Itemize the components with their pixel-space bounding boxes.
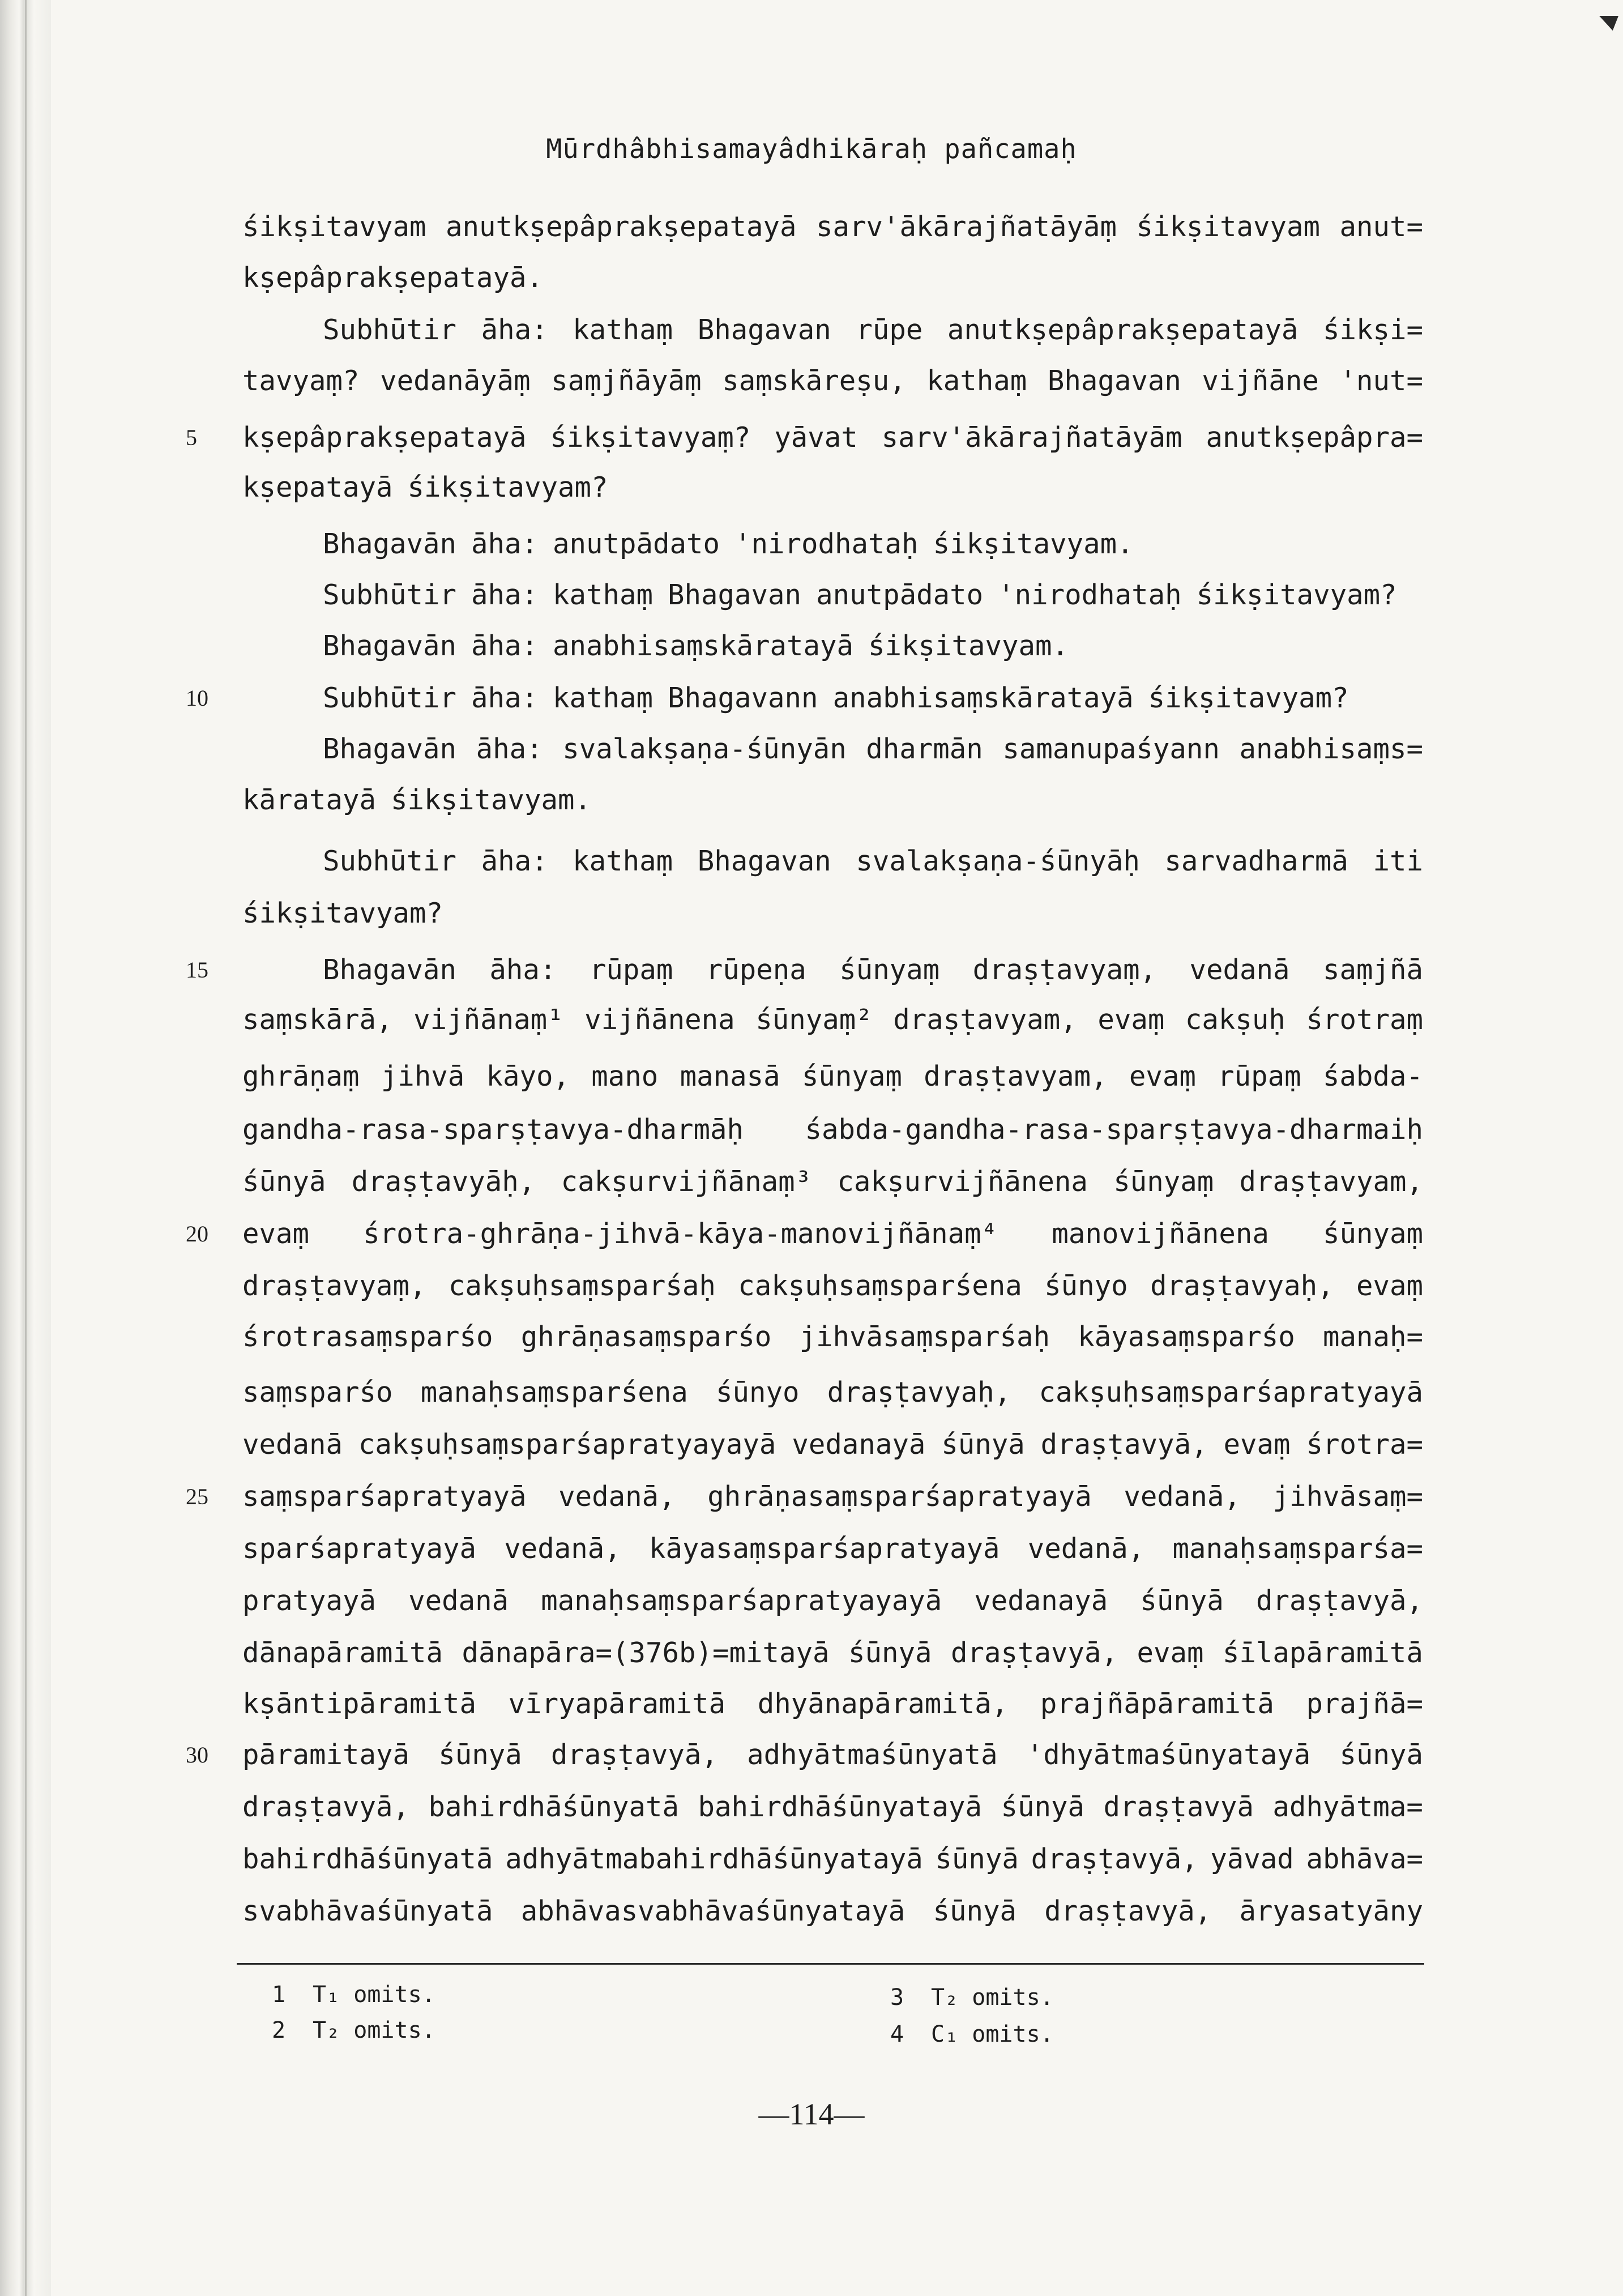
word: āha: <box>471 682 539 714</box>
word: abhāva= <box>1306 1843 1423 1875</box>
text-line <box>242 1156 1423 1208</box>
word: rūpeṇa <box>706 954 806 986</box>
word: sarvadharmā <box>1164 845 1348 877</box>
word: abhāvasvabhāvaśūnyatayā <box>520 1895 906 1927</box>
line-number: 10 <box>186 685 208 711</box>
word: kathaṃ <box>553 682 654 714</box>
word: śūnyā <box>438 1739 522 1771</box>
word: manasā <box>680 1060 780 1092</box>
text-line <box>242 462 1423 514</box>
text-line <box>242 252 1423 304</box>
word: draṣṭavyāḥ, <box>351 1166 536 1198</box>
scan-corner-mark <box>1599 16 1618 31</box>
word: draṣṭavyam, <box>893 1004 1077 1036</box>
word: āha: <box>489 954 557 986</box>
word: adhyātma= <box>1272 1791 1423 1823</box>
word: vedanayā <box>974 1585 1108 1617</box>
word: prajñāpāramitā <box>1040 1688 1274 1720</box>
word: śikṣitavyam. <box>391 784 592 816</box>
word: śabda-gandha-rasa-sparṣṭavya-dharmaiḥ <box>805 1113 1423 1146</box>
footnote-text: T₂ omits. <box>931 1985 1054 2011</box>
word: śūnyā <box>1001 1791 1084 1823</box>
word: saṃjñā <box>1322 954 1423 986</box>
word: vijñāne <box>1202 365 1319 397</box>
word: rūpe <box>856 314 923 346</box>
word: kāyasaṃsparśo <box>1078 1321 1295 1353</box>
word: adhyātmaśūnyatā <box>747 1739 998 1771</box>
word: evaṃ <box>1223 1428 1291 1461</box>
text-line <box>323 723 1423 775</box>
word: draṣṭavyaṃ, <box>242 1270 426 1302</box>
word: draṣṭavyaḥ, <box>827 1376 1011 1409</box>
word: draṣṭavyaḥ, <box>1150 1270 1334 1302</box>
word: draṣṭavyā <box>1103 1791 1254 1823</box>
footnote-text: C₁ omits. <box>931 2021 1054 2047</box>
word: sarv'ākārajñatāyām <box>881 421 1182 454</box>
footnote-number: 1 <box>272 1982 286 2008</box>
word: anut= <box>1339 211 1423 243</box>
word: vedanā <box>242 1428 343 1461</box>
text-line <box>242 1104 1423 1156</box>
word: svalakṣaṇa-śūnyān <box>562 733 847 765</box>
word: śūnyā <box>941 1428 1025 1461</box>
word: yāvat <box>774 421 858 454</box>
word: Subhūtir <box>323 682 457 714</box>
word: manovijñānena <box>1052 1218 1269 1250</box>
word: kāyasaṃsparśapratyayā <box>648 1533 1000 1565</box>
word: manaḥsaṃsparśa= <box>1172 1533 1423 1565</box>
line-number: 15 <box>186 957 208 983</box>
footnote-rule <box>237 1963 1424 1965</box>
word: cakṣurvijñānena <box>837 1166 1088 1198</box>
word: manaḥsaṃsparśena <box>420 1376 688 1409</box>
line-number: 30 <box>186 1742 208 1768</box>
word: dānapāra=(376b)=mitayā <box>462 1637 830 1669</box>
word: vedanā <box>1189 954 1290 986</box>
word: sarv'ākārajñatāyāṃ <box>815 211 1117 243</box>
word: śikṣitavyam? <box>242 897 443 929</box>
word: sparśapratyayā <box>242 1533 477 1565</box>
word: draṣṭavyā, <box>1031 1843 1198 1875</box>
word: kathaṃ <box>553 579 654 611</box>
word: kāratayā <box>242 784 377 816</box>
word: śūnyā <box>242 1166 326 1198</box>
word: Bhagavan <box>1047 365 1181 397</box>
word: āha: <box>471 579 539 611</box>
word: Bhagavān <box>323 733 457 765</box>
word: kṣepatayā <box>242 471 393 503</box>
word: saṃsparśapratyayā <box>242 1480 527 1513</box>
text-line <box>242 1678 1423 1730</box>
word: śrotrasaṃsparśo <box>242 1321 493 1353</box>
word: anutpādato <box>553 528 720 560</box>
word: jihvā <box>381 1060 465 1092</box>
footnote-text: T₁ omits. <box>313 1982 435 2008</box>
word: jihvāsaṃ= <box>1272 1480 1423 1513</box>
word: dharmān <box>866 733 983 765</box>
word: draṣṭavyā, <box>1040 1428 1208 1461</box>
word: bahirdhāśūnyatā <box>242 1843 493 1875</box>
word: rūpaṃ <box>1218 1060 1301 1092</box>
word: śīlapāramitā <box>1222 1637 1423 1669</box>
word: śikṣitavyam <box>1136 211 1320 243</box>
word: cakṣuḥsaṃsparśapratyayayā <box>358 1428 776 1461</box>
word: śūnyaṃ² <box>755 1004 873 1036</box>
word: vedanayā <box>792 1428 926 1461</box>
text-line <box>323 569 1423 621</box>
word: vedanā <box>408 1585 509 1617</box>
word: kāyo, <box>486 1060 570 1092</box>
word: tavyaṃ? <box>242 365 360 397</box>
text-line <box>323 672 1423 724</box>
line-number: 5 <box>186 425 197 450</box>
word: āryasatyāny <box>1239 1895 1423 1927</box>
word: kathaṃ <box>573 845 673 877</box>
word: anutpādato <box>816 579 984 611</box>
footnote-1 <box>272 1978 435 2012</box>
word: 'nut= <box>1339 365 1423 397</box>
word: vedanā, <box>1124 1480 1241 1513</box>
word: evaṃ <box>1356 1270 1423 1302</box>
word: saṃjñāyāṃ <box>551 365 702 397</box>
word: draṣṭavyā, <box>1044 1895 1212 1927</box>
word: śūnyaṃ <box>1113 1166 1214 1198</box>
word: śikṣitavyam <box>242 211 426 243</box>
word: śūnyā <box>935 1843 1019 1875</box>
word: Bhagavan <box>697 314 831 346</box>
word: evaṃ <box>1137 1637 1204 1669</box>
text-line <box>242 201 1423 253</box>
word: cakṣuḥ <box>1185 1004 1285 1036</box>
word: cakṣuḥsaṃsparśapratyayā <box>1039 1376 1423 1409</box>
word: dānapāramitā <box>242 1637 443 1669</box>
word: svabhāvaśūnyatā <box>242 1895 493 1927</box>
text-line <box>242 887 1423 940</box>
word: iti <box>1373 845 1423 877</box>
word: evaṃ <box>1097 1004 1165 1036</box>
word: vijñānaṃ¹ <box>413 1004 564 1036</box>
text-line <box>242 1260 1423 1312</box>
word: manaḥsaṃsparśapratyayayā <box>541 1585 942 1617</box>
word: anutkṣepâpra= <box>1206 421 1423 454</box>
word: bahirdhāśūnyatayā <box>698 1791 982 1823</box>
word: āha: <box>471 630 539 662</box>
text-line <box>242 1523 1423 1575</box>
line-number: 20 <box>186 1221 208 1247</box>
word: āha: <box>481 314 548 346</box>
word: saṃskāreṣu, <box>722 365 906 397</box>
word: śūnyā <box>1339 1739 1423 1771</box>
word: anutkṣepâprakṣepatayā <box>445 211 797 243</box>
binding-gutter <box>0 0 51 2296</box>
word: adhyātmabahirdhāśūnyatayā <box>505 1843 923 1875</box>
word: Bhagavan <box>697 845 831 877</box>
text-line <box>242 1575 1423 1627</box>
word: Bhagavān <box>323 528 457 560</box>
text-line <box>242 412 1423 464</box>
word: Subhūtir <box>323 579 457 611</box>
footnote-number: 4 <box>890 2021 904 2047</box>
footnote-3 <box>890 1981 1054 2015</box>
word: Subhūtir <box>323 314 457 346</box>
word: kathaṃ <box>926 365 1027 397</box>
word: draṣṭavyā, <box>950 1637 1118 1669</box>
word: śikṣitavyam. <box>933 528 1134 560</box>
word: ghrāṇasaṃsparśapratyayā <box>707 1480 1092 1513</box>
text-line <box>242 1729 1423 1781</box>
word: vedanā, <box>1027 1533 1145 1565</box>
word: kathaṃ <box>573 314 673 346</box>
word: cakṣuḥsaṃsparśaḥ <box>448 1270 716 1302</box>
word: pratyayā <box>242 1585 377 1617</box>
footnote-4 <box>890 2017 1054 2051</box>
text-line <box>242 774 1423 826</box>
word: 'dhyātmaśūnyatayā <box>1026 1739 1311 1771</box>
word: Bhagavān <box>323 954 457 986</box>
word: anabhisaṃs= <box>1239 733 1423 765</box>
word: evaṃ <box>242 1218 310 1250</box>
word: yāvad <box>1210 1843 1294 1875</box>
text-line <box>323 620 1423 672</box>
word: vijñānena <box>584 1004 735 1036</box>
text-line <box>242 994 1423 1046</box>
text-line <box>242 1051 1423 1103</box>
word: anabhisaṃskāratayā <box>553 630 854 662</box>
word: anabhisaṃskāratayā <box>832 682 1134 714</box>
word: svalakṣaṇa-śūnyāḥ <box>856 845 1140 877</box>
word: āha: <box>471 528 539 560</box>
word: śūnyaṃ <box>1322 1218 1423 1250</box>
word: śikṣitavyam? <box>407 471 608 503</box>
word: draṣṭavyā, <box>242 1791 410 1823</box>
word: rūpaṃ <box>589 954 673 986</box>
footnote-2 <box>272 2013 435 2047</box>
text-line <box>242 1781 1423 1833</box>
word: draṣṭavyam, <box>1239 1166 1423 1198</box>
text-line <box>242 1419 1423 1471</box>
word: śikṣitavyaṃ? <box>550 421 751 454</box>
word: śūnyā <box>848 1637 932 1669</box>
text-line <box>323 944 1423 996</box>
word: 'nirodhataḥ <box>998 579 1182 611</box>
word: saṃskārā, <box>242 1004 393 1036</box>
word: Bhagavann <box>668 682 818 714</box>
word: draṣṭavyam, <box>924 1060 1108 1092</box>
word: kṣepâprakṣepatayā. <box>242 262 544 294</box>
word: manaḥ= <box>1322 1321 1423 1353</box>
word: śūnyā <box>1140 1585 1224 1617</box>
word: mano <box>591 1060 659 1092</box>
word: kṣāntipāramitā <box>242 1688 477 1720</box>
word: kṣepâprakṣepatayā <box>242 421 527 454</box>
text-line <box>323 304 1423 356</box>
word: anutkṣepâprakṣepatayā <box>947 314 1299 346</box>
text-line <box>242 1627 1423 1679</box>
word: evaṃ <box>1129 1060 1196 1092</box>
word: śrotra= <box>1306 1428 1423 1461</box>
word: jihvāsaṃsparśaḥ <box>799 1321 1050 1353</box>
text-line <box>323 518 1423 570</box>
footnote-number: 3 <box>890 1985 904 2011</box>
text-line <box>242 355 1423 407</box>
word: śikṣitavyam? <box>1196 579 1397 611</box>
word: draṣṭavyā, <box>550 1739 718 1771</box>
word: Bhagavan <box>668 579 802 611</box>
word: saṃsparśo <box>242 1376 393 1409</box>
line-number: 25 <box>186 1484 208 1509</box>
word: vedanā, <box>558 1480 676 1513</box>
text-line <box>242 1471 1423 1523</box>
word: ghrāṇasaṃsparśo <box>520 1321 772 1353</box>
word: draṣṭavyaṃ, <box>972 954 1157 986</box>
footnote-number: 2 <box>272 2017 286 2043</box>
word: śikṣitavyam. <box>868 630 1069 662</box>
word: śrotra-ghrāṇa-jihvā-kāya-manovijñānaṃ⁴ <box>363 1218 998 1250</box>
text-line <box>242 1311 1423 1363</box>
word: āha: <box>481 845 548 877</box>
running-head: Mūrdhâbhisamayâdhikāraḥ pañcamaḥ <box>546 134 1077 165</box>
word: vedanā, <box>504 1533 621 1565</box>
text-line <box>242 1833 1423 1885</box>
word: draṣṭavyā, <box>1255 1585 1423 1617</box>
word: Subhūtir <box>323 845 457 877</box>
word: śikṣi= <box>1322 314 1423 346</box>
word: cakṣuḥsaṃsparśena <box>738 1270 1022 1302</box>
word: śabda- <box>1322 1060 1423 1092</box>
text-line <box>323 835 1423 887</box>
word: samanupaśyann <box>1002 733 1220 765</box>
word: āha: <box>476 733 543 765</box>
word: 'nirodhataḥ <box>734 528 919 560</box>
footnote-text: T₂ omits. <box>313 2017 435 2043</box>
word: śūnyo <box>1044 1270 1128 1302</box>
word: gandha-rasa-sparṣṭavya-dharmāḥ <box>242 1113 744 1146</box>
word: vedanāyāṃ <box>380 365 531 397</box>
word: ghrāṇaṃ <box>242 1060 360 1092</box>
word: dhyānapāramitā, <box>757 1688 1009 1720</box>
word: Bhagavān <box>323 630 457 662</box>
word: śikṣitavyam? <box>1148 682 1349 714</box>
word: bahirdhāśūnyatā <box>428 1791 679 1823</box>
word: śūnyaṃ <box>839 954 940 986</box>
text-line <box>242 1208 1423 1260</box>
word: pāramitayā <box>242 1739 410 1771</box>
word: śūnyo <box>715 1376 800 1409</box>
page-number: —114— <box>758 2097 865 2131</box>
word: prajñā= <box>1306 1688 1423 1720</box>
word: śūnyaṃ <box>801 1060 902 1092</box>
word: cakṣurvijñānaṃ³ <box>561 1166 812 1198</box>
text-line <box>242 1367 1423 1419</box>
word: śūnyā <box>933 1895 1016 1927</box>
word: śrotraṃ <box>1306 1004 1423 1036</box>
word: vīryapāramitā <box>508 1688 726 1720</box>
text-line <box>242 1885 1423 1937</box>
